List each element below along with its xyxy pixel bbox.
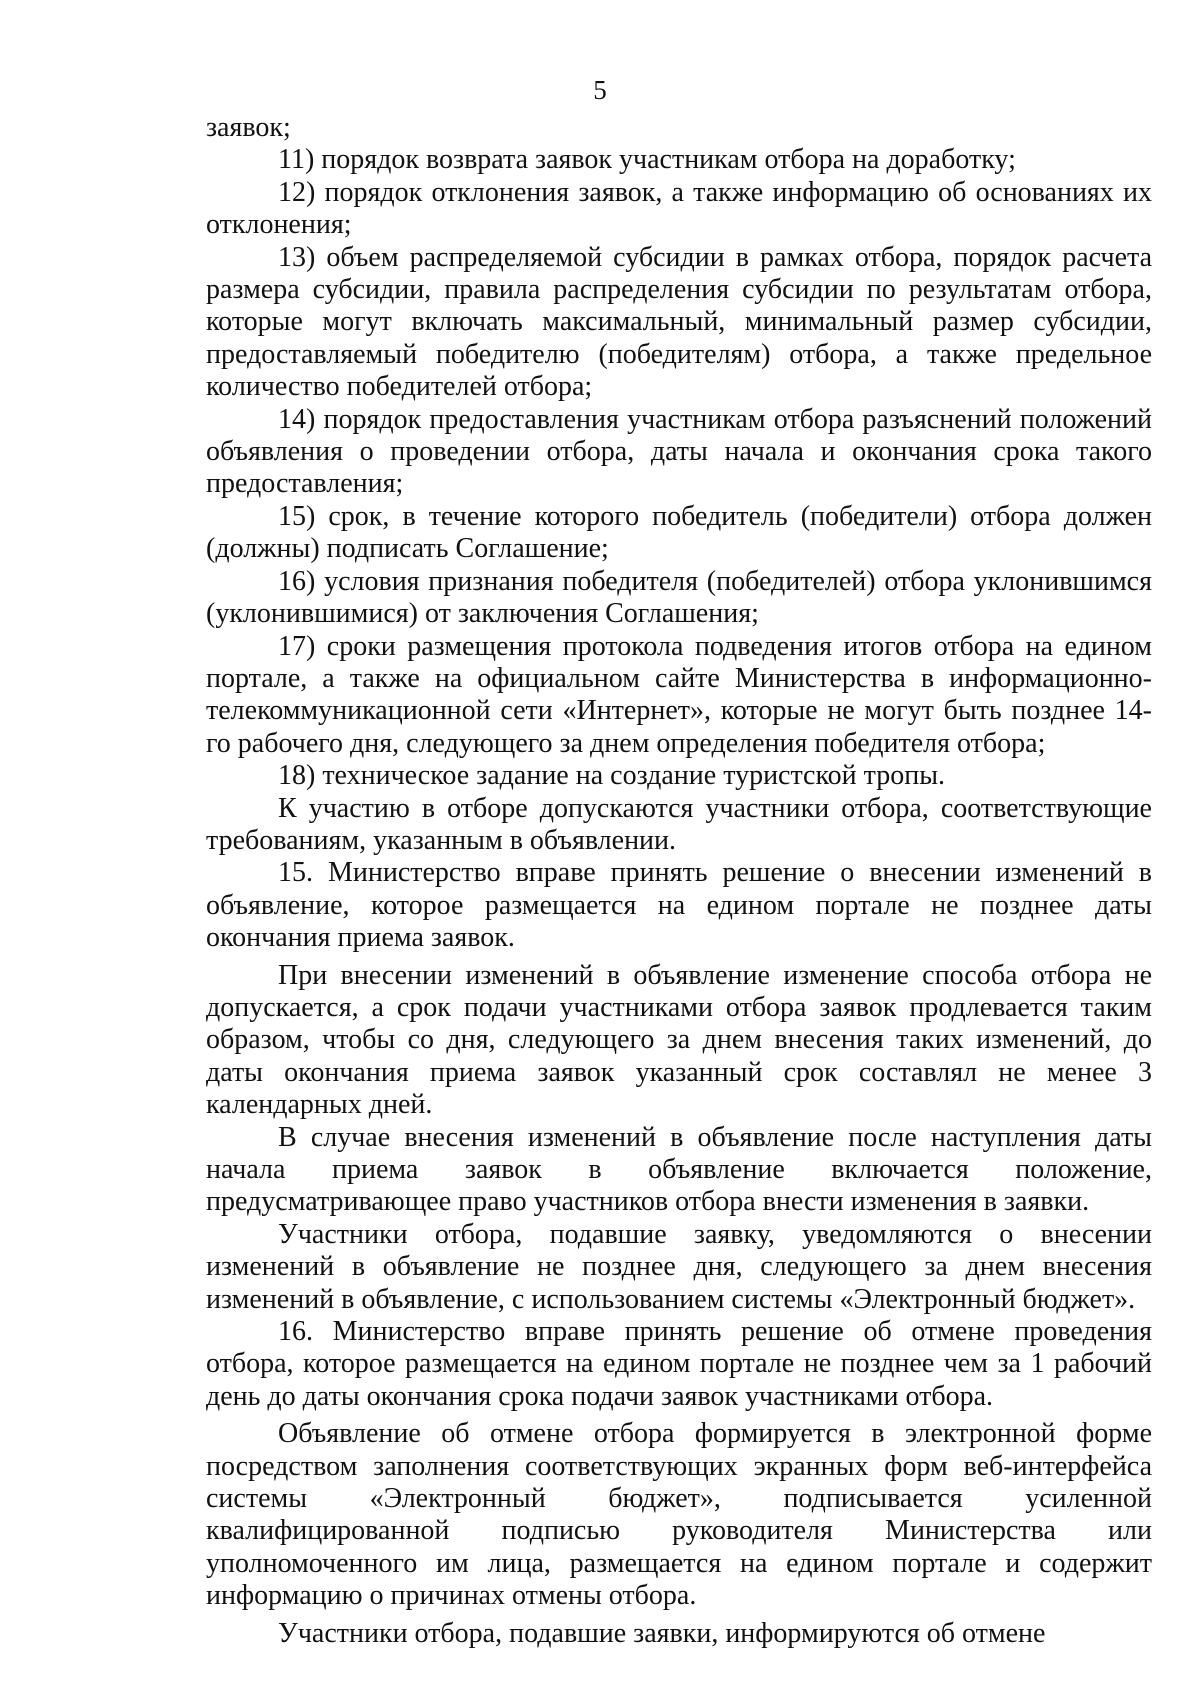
paragraph-continuation: заявок;	[206, 112, 291, 143]
paragraph-notification: Участники отбора, подавшие заявку, уведомляются о внесении изменений в объявление не позднее дня, следующего за днем внесения изменений в объявление, с использованием системы «Электронный бюджет».	[206, 1218, 1152, 1315]
list-item-12: 12) порядок отклонения заявок, а также информацию об основаниях их отклонения;	[206, 176, 1152, 241]
list-item-13: 13) объем распределяемой субсидии в рамках отбора, порядок расчета размера субсидии, правила распределения субсидии по результатам отбора, которые могут включать максимальный, минимальный размер субсидии, предоставляемый победителю (победителям) отбора, а также предельное количество победителей отбора;	[206, 241, 1152, 403]
paragraph-admission: К участию в отборе допускаются участники отбора, соответствующие требованиям, указанным в объявлении.	[206, 792, 1152, 856]
list-item-17: 17) сроки размещения протокола подведения итогов отбора на едином портале, а также на официальном сайте Министерства в информационно-телекоммуникационной сети «Интернет», которые не могут быть позднее 14-го рабочего дня, следующего за днем определения победителя отбора;	[206, 630, 1152, 759]
paragraph-changes-after-start: В случае внесения изменений в объявление после наступления даты начала приема заявок в объявление включается положение, предусматривающее право участников отбора внести изменения в заявки.	[206, 1121, 1152, 1218]
list-item-18: 18) техническое задание на создание туристской тропы.	[278, 760, 946, 792]
list-item-11: 11) порядок возврата заявок участникам отбора на доработку;	[278, 144, 1016, 176]
clause-16: 16. Министерство вправе принять решение об отмене проведения отбора, которое размещается на едином портале не позднее чем за 1 рабочий день до даты окончания срока подачи заявок участниками отбора.	[206, 1316, 1152, 1412]
list-item-15: 15) срок, в течение которого победитель (победители) отбора должен (должны) подписать Соглашение;	[206, 500, 1152, 565]
clause-15: 15. Министерство вправе принять решение о внесении изменений в объявление, которое размещается на едином портале не позднее даты окончания приема заявок.	[206, 857, 1152, 954]
paragraph-participants-informed: Участники отбора, подавшие заявки, информируются об отмене	[278, 1617, 1046, 1649]
list-item-14: 14) порядок предоставления участникам отбора разъяснений положений объявления о проведении отбора, даты начала и окончания срока такого предоставления;	[206, 403, 1152, 500]
list-item-16: 16) условия признания победителя (победителей) отбора уклонившимся (уклонившимися) от заключения Соглашения;	[206, 565, 1152, 630]
page-number: 5	[593, 75, 607, 105]
paragraph-cancellation-notice: Объявление об отмене отбора формируется в электронной форме посредством заполнения соответствующих экранных форм веб-интерфейса системы «Электронный бюджет», подписывается усиленной квалифицированной подписью руководителя Министерства или уполномоченного им лица, размещается на едином портале и содержит информацию о причинах отмены отбора.	[206, 1418, 1152, 1612]
paragraph-changes: При внесении изменений в объявление изменение способа отбора не допускается, а срок подачи участниками отбора заявок продлевается таким образом, чтобы со дня, следующего за днем внесения таких изменений, до даты окончания приема заявок указанный срок составлял не менее 3 календарных дней.	[206, 959, 1152, 1121]
document-body	[206, 112, 1152, 1650]
